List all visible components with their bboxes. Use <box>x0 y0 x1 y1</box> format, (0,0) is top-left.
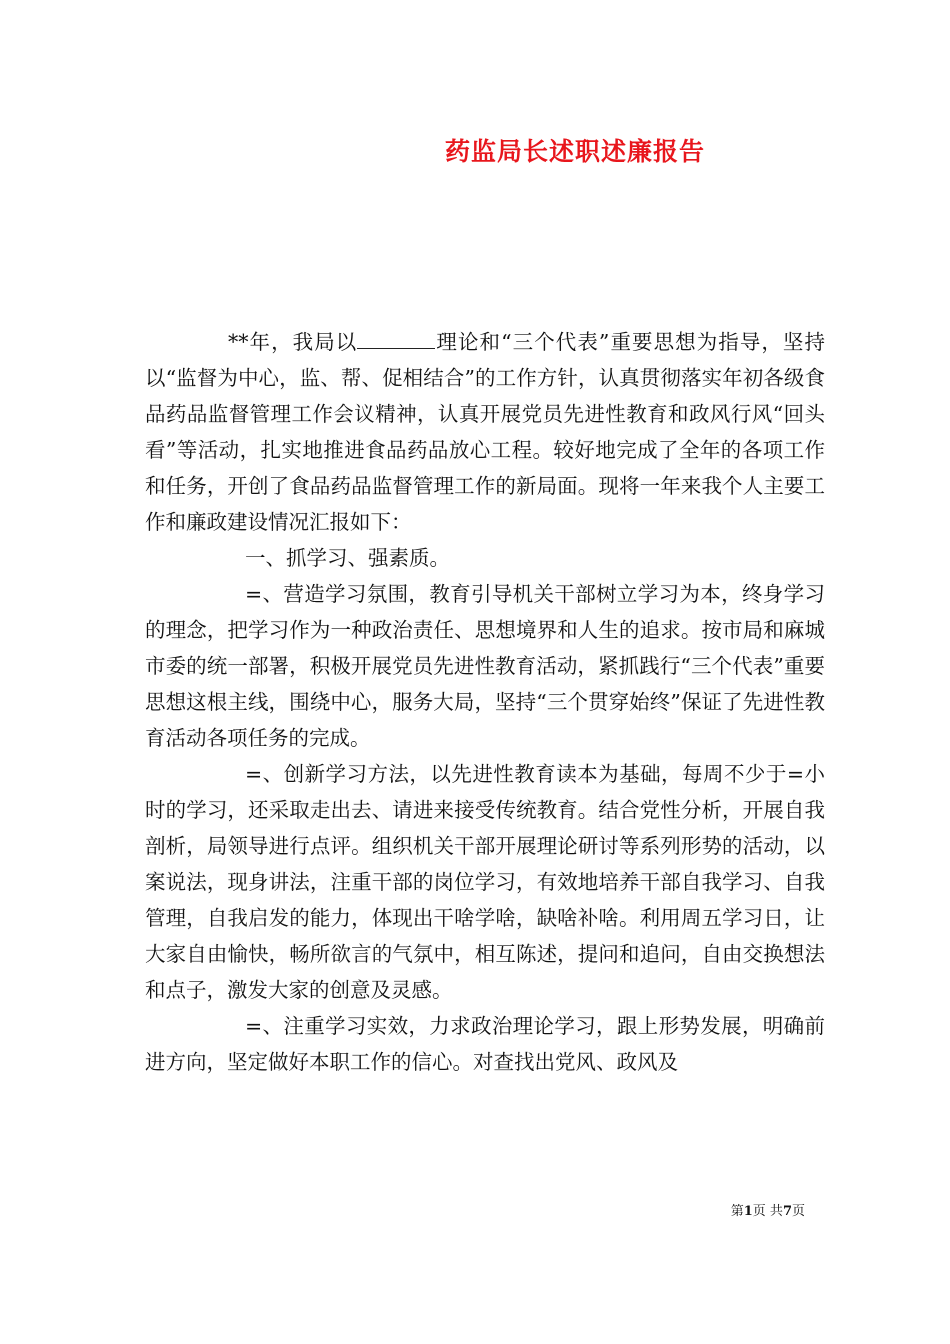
footer-current-page: 1 <box>743 1204 753 1219</box>
blank-underline <box>357 330 435 349</box>
footer-suffix: 页 <box>791 1204 805 1219</box>
footer-prefix: 第 <box>730 1204 744 1219</box>
intro-suffix: 理论和“三个代表”重要思想为指导，坚持以“监督为中心，监、帮、促相结合”的工作方针，认真贯彻落实年初各级食品药品监督管理工作会议精神，认真开展党员先进性教育和政风行风“回头看”等活动，扎实地推进食品药品放心工程。较好地完成了全年的各项工作和任务，开创了食品药品监督管理工作的新局面。现将一年来我个人主要工作和廉政建设情况汇报如下： <box>145 330 825 534</box>
item-paragraph-2: =、创新学习方法，以先进性教育读本为基础，每周不少于=小时的学习，还采取走出去、请进来接受传统教育。结合党性分析，开展自我剖析，局领导进行点评。组织机关干部开展理论研讨等系列形势的活动，以案说法，现身讲法，注重干部的岗位学习，有效地培养干部自我学习、自我管理，自我启发的能力，体现出干啥学啥，缺啥补啥。利用周五学习日，让大家自由愉快，畅所欲言的气氛中，相互陈述，提问和追问，自由交换想法和点子，激发大家的创意及灵感。 <box>145 762 825 1002</box>
footer-middle: 页 共 <box>752 1204 783 1219</box>
intro-prefix: **年，我局以 <box>228 330 358 354</box>
item-paragraph-1: =、营造学习氛围，教育引导机关干部树立学习为本，终身学习的理念，把学习作为一种政治责任、思想境界和人生的追求。按市局和麻城市委的统一部署，积极开展党员先进性教育活动，紧抓践行“三个代表”重要思想这根主线，围绕中心，服务大局，坚持“三个贯穿始终”保证了先进性教育活动各项任务的完成。 <box>145 582 825 750</box>
page-footer <box>731 1200 805 1219</box>
item-paragraph-3: =、注重学习实效，力求政治理论学习，跟上形势发展，明确前进方向，坚定做好本职工作的信心。对查找出党风、政风及 <box>145 1014 825 1074</box>
intro-paragraph <box>145 324 825 540</box>
document-title: 药监局长述职述廉报告 <box>444 137 705 166</box>
footer-total-pages: 7 <box>782 1204 792 1219</box>
document-body <box>145 324 825 1080</box>
section-heading: 一、抓学习、强素质。 <box>245 546 450 570</box>
